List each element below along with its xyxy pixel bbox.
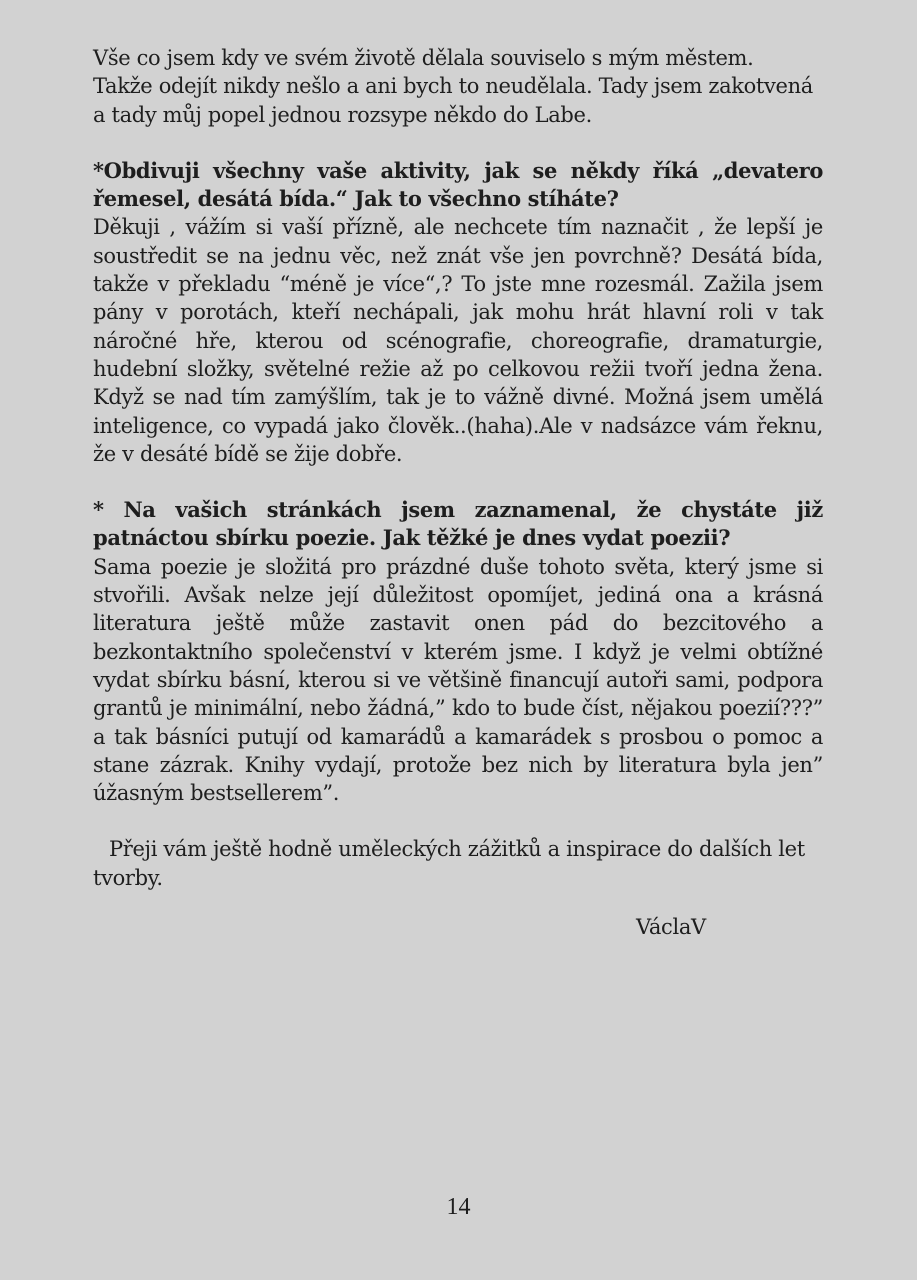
page-content (93, 44, 823, 941)
intro-line-2: Takže odejít nikdy nešlo a ani bych to neudělala. Tady jsem zakotvená a tady můj popel jednou rozsype někdo do Labe. (93, 74, 813, 127)
intro-paragraph (93, 44, 823, 129)
page-number: 14 (446, 1194, 471, 1220)
signature: VáclaV (636, 915, 706, 940)
question-1: *Obdivuji všechny vaše aktivity, jak se někdy říká „devatero řemesel, desátá bída.“ Jak to všechno stíháte? (93, 157, 823, 212)
answer-2-container (93, 553, 823, 808)
qa-block-2 (93, 496, 823, 807)
question-2: * Na vašich stránkách jsem zaznamenal, že chystáte již patnáctou sbírku poezie. Jak těžké je dnes vydat poezii? (93, 497, 823, 551)
answer-1: Děkuji , vážím si vaší přízně, ale nechcete tím naznačit , že lepší je soustředit se na jednu věc, než znát vše jen povrchně? Desátá bída, takže v překladu “méně je více“,? To jste mne rozesmál. Zažila jsem pány v porotách, kteří nechápali, jak mohu hrát hlavní roli v tak náročné hře, kterou od scénografie, choreografie, dramaturgie, hudební složky, světelné režie až po celkovou režii tvoří jedna žena. Když se nad tím zamýšlím, tak je to vážně divné. Možná jsem umělá inteligence, co vypadá jako člověk..(haha).Ale v nadsázce vám řeknu, že v desáté bídě se žije dobře. (93, 215, 823, 466)
answer-2: Sama poezie je složitá pro prázdné duše tohoto světa, který jsme si stvořili. Avšak nelze její důležitost opomíjet, jediná ona a krásná literatura ještě může zastavit onen pád do bezcitového a bezkontaktního společenství v kterém jsme. I když je velmi obtížné vydat sbírku básní, kterou si ve většině financují autoři sami, podpora grantů je minimální, nebo žádná,” kdo to bude číst, nějakou poezií???” a tak básníci putují od kamarádů a kamarádek s prosbou o pomoc a stane zázrak. Knihy vydají, protože bez nich by literatura byla jen” úžasným bestsellerem”. (93, 554, 823, 806)
qa-block-1 (93, 157, 823, 468)
intro-line-1: Vše co jsem kdy ve svém životě dělala souviselo s mým městem. (93, 46, 754, 70)
closing-paragraph: Přeji vám ještě hodně uměleckých zážitků a inspirace do dalších let tvorby. (93, 837, 805, 890)
answer-1-container (93, 213, 823, 468)
